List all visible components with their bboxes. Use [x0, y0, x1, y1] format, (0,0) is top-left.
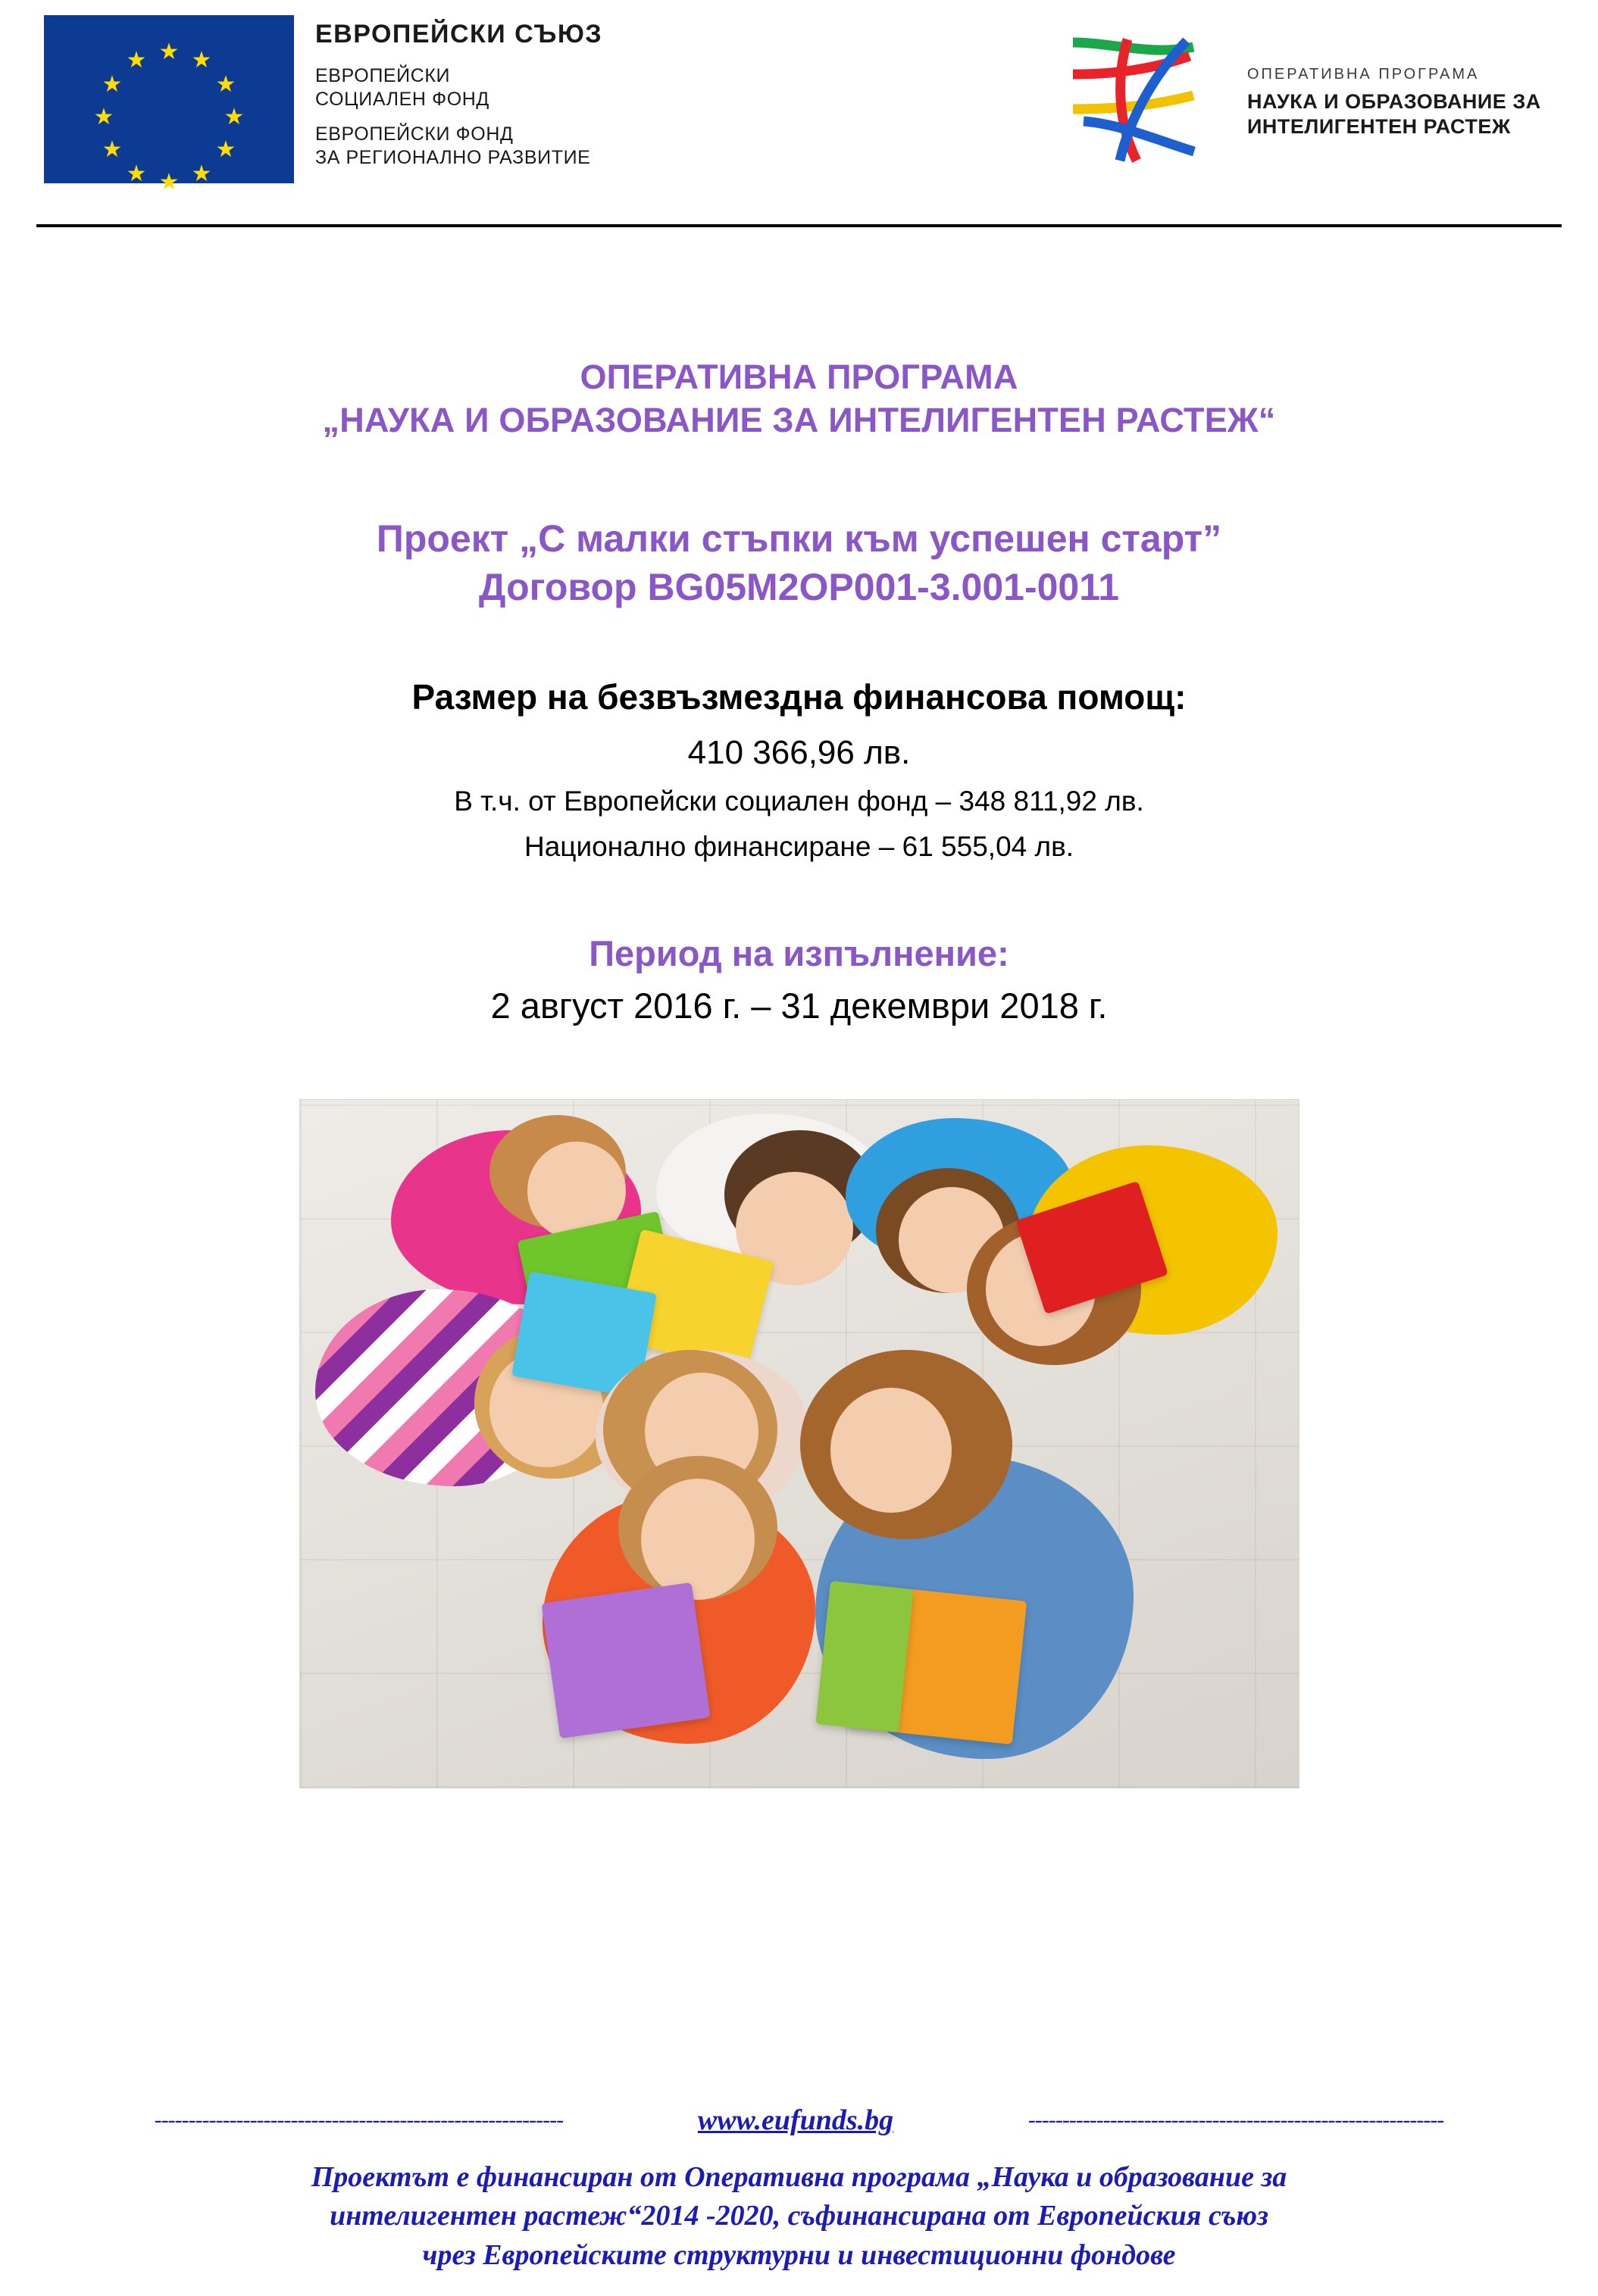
grant-esf-share: В т.ч. от Европейски социален фонд – 348 811,92 лв.	[454, 786, 1144, 817]
document-body	[0, 356, 1598, 1788]
project-title: Проект „С малки стъпки към успешен старт”	[376, 517, 1222, 561]
op-logo-title-line2: ИНТЕЛИГЕНТЕН РАСТЕЖ	[1247, 114, 1511, 138]
footer-dashes-left: ------------------------------------------------------------	[154, 2107, 564, 2133]
eu-logo-texts	[315, 15, 602, 181]
operational-programme-heading-line1: ОПЕРАТИВНА ПРОГРАМА	[580, 358, 1018, 396]
footer-url-row	[30, 2104, 1568, 2137]
header-divider	[36, 224, 1562, 227]
grant-national-share: Национално финансиране – 61 555,04 лв.	[524, 831, 1074, 863]
operational-programme-heading-line2: „НАУКА И ОБРАЗОВАНИЕ ЗА ИНТЕЛИГЕНТЕН РАСТЕЖ“	[322, 400, 1276, 439]
op-logo-title	[1247, 89, 1541, 139]
book-violet	[541, 1582, 710, 1738]
eu-fund-social-line1: ЕВРОПЕЙСКИ	[315, 65, 451, 86]
op-logo-block	[1038, 30, 1541, 167]
footer-disclaimer	[30, 2158, 1568, 2275]
eu-logo-block	[44, 15, 603, 195]
eufunds-link[interactable]: www.eufunds.bg	[697, 2104, 894, 2137]
op-ribbon-logo-icon	[1038, 30, 1227, 167]
op-logo-texts	[1247, 58, 1541, 139]
contract-number: Договор BG05M2OP001-3.001-0011	[478, 566, 1120, 609]
op-logo-subtitle: ОПЕРАТИВНА ПРОГРАМА	[1247, 66, 1480, 83]
footer-disclaimer-line3: чрез Европейските структурни и инвестиционни фондове	[422, 2238, 1176, 2271]
children-photo	[299, 1099, 1299, 1788]
eu-fund-social-line2: СОЦИАЛЕН ФОНД	[315, 88, 489, 110]
eu-fund-regional-line2: ЗА РЕГИОНАЛНО РАЗВИТИЕ	[315, 146, 591, 168]
project-heading	[91, 514, 1507, 611]
eu-fund-regional-line1: ЕВРОПЕЙСКИ ФОНД	[315, 123, 514, 145]
child-denim-head	[830, 1388, 952, 1513]
photo-container	[91, 1099, 1507, 1788]
book-green-bottom	[815, 1581, 913, 1732]
footer-disclaimer-line2: интелигентен растеж“2014 -2020, съфинансирана от Европейския съюз	[330, 2200, 1268, 2232]
grant-label: Размер на безвъзмездна финансова помощ:	[411, 677, 1187, 717]
page-header	[0, 0, 1598, 220]
header-logos-row	[36, 15, 1562, 205]
period-label: Период на изпълнение:	[589, 933, 1009, 974]
child-orange-head	[641, 1479, 755, 1600]
footer-dashes-right: -------------------------------------------------------------	[1027, 2107, 1444, 2133]
page-footer	[0, 2104, 1598, 2296]
period-value: 2 август 2016 г. – 31 декември 2018 г.	[490, 986, 1108, 1026]
eu-flag-icon: ★ ★ ★ ★ ★ ★ ★ ★ ★ ★ ★ ★	[44, 15, 294, 183]
eu-fund-social	[315, 64, 602, 111]
operational-programme-heading	[91, 356, 1507, 442]
footer-disclaimer-line1: Проектът е финансиран от Оперативна програма „Наука и образование за	[311, 2161, 1287, 2194]
grant-amount: 410 366,96 лв.	[687, 734, 911, 772]
eu-fund-regional	[315, 123, 602, 169]
op-logo-title-line1: НАУКА И ОБРАЗОВАНИЕ ЗА	[1247, 90, 1541, 114]
eu-title: ЕВРОПЕЙСКИ СЪЮЗ	[315, 20, 603, 48]
